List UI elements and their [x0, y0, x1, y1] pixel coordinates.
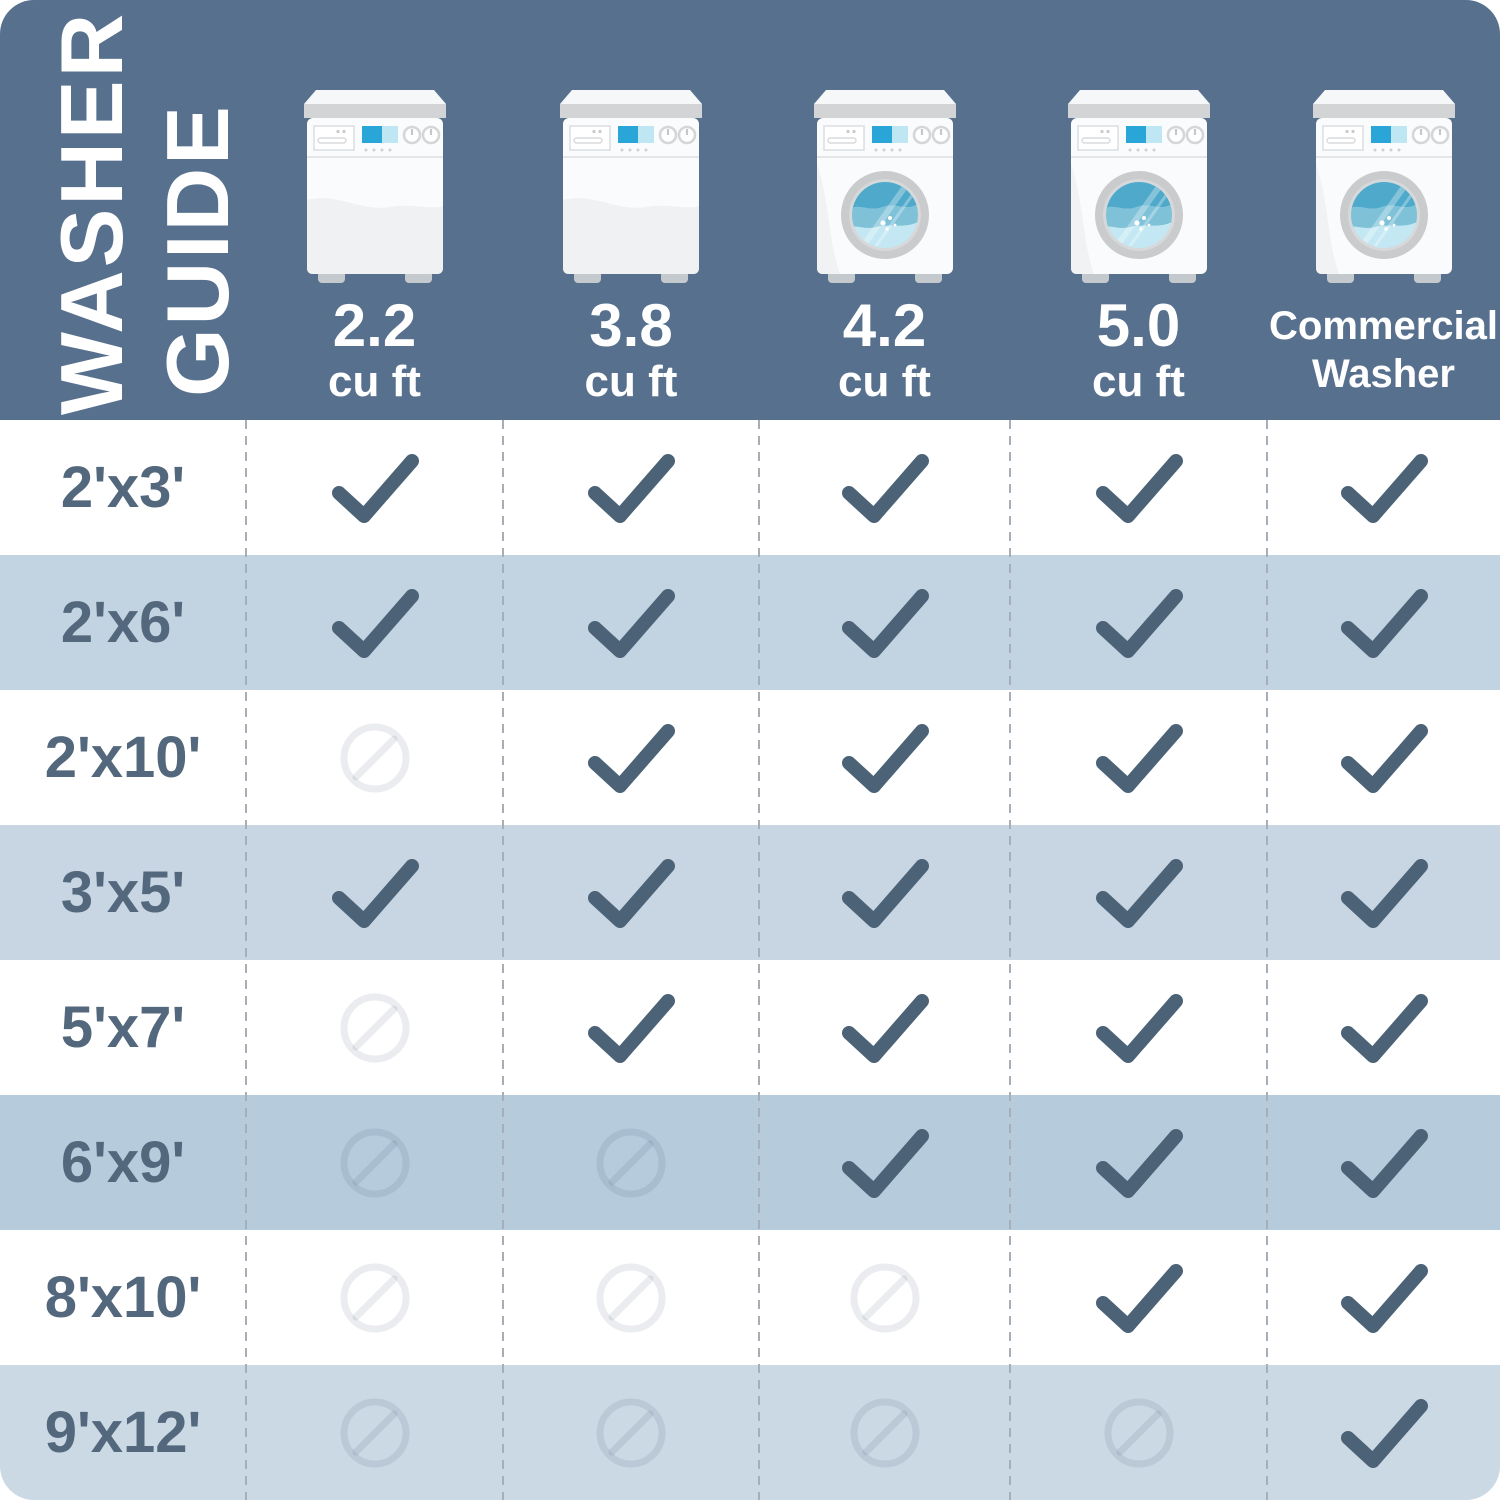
table-row-3x5: [0, 825, 1500, 960]
table-cell: [1267, 960, 1500, 1095]
no-icon: [591, 1123, 671, 1203]
table-cell: [246, 960, 503, 1095]
check-icon: [581, 448, 681, 528]
check-icon: [835, 853, 935, 933]
column-header-3-8: [503, 0, 759, 420]
washer-icon-slot: [1309, 80, 1459, 286]
row-label: 2'x10': [44, 725, 202, 790]
column-header-commercial: [1267, 0, 1500, 420]
top-load-washer-icon: [300, 80, 450, 286]
table-cell: [246, 1095, 503, 1230]
table-cell: [503, 1095, 759, 1230]
washer-icon-slot: [556, 80, 706, 286]
capacity-value: Commercial: [1269, 304, 1498, 348]
check-icon: [1089, 718, 1189, 798]
header: [0, 0, 1500, 420]
table-row-2x10: [0, 690, 1500, 825]
no-icon: [335, 988, 415, 1068]
table-cell: [503, 1230, 759, 1365]
column-header-4-2: [759, 0, 1010, 420]
page-title-line2: GUIDE: [148, 103, 247, 397]
table-cell: [1267, 1095, 1500, 1230]
column-separator: [1266, 420, 1268, 1500]
table-cell: [1010, 1365, 1267, 1500]
no-icon: [845, 1258, 925, 1338]
check-icon: [581, 583, 681, 663]
table-cell: [759, 1095, 1010, 1230]
washer-icon-slot: [1064, 80, 1214, 286]
table-cell: [246, 690, 503, 825]
table-cell: [1010, 960, 1267, 1095]
washer-icon-slot: [810, 80, 960, 286]
column-header-2-2: [246, 0, 503, 420]
check-icon: [1089, 1123, 1189, 1203]
column-separator: [502, 420, 504, 1500]
table-cell: [246, 1230, 503, 1365]
table-cell: [1267, 1365, 1500, 1500]
row-label: 2'x3': [60, 455, 186, 520]
column-separator: [1009, 420, 1011, 1500]
capacity-value: 5.0: [1096, 292, 1181, 359]
table-cell: [759, 420, 1010, 555]
table-cell: [1010, 1095, 1267, 1230]
table-cell: [503, 555, 759, 690]
front-load-washer-icon: [810, 80, 960, 286]
check-icon: [325, 448, 425, 528]
column-separator: [245, 420, 247, 1500]
check-icon: [835, 1123, 935, 1203]
check-icon: [1334, 1123, 1434, 1203]
table-row-9x12: [0, 1365, 1500, 1500]
check-icon: [581, 718, 681, 798]
table-cell: [759, 690, 1010, 825]
table-cell: [759, 825, 1010, 960]
check-icon: [581, 988, 681, 1068]
check-icon: [1334, 448, 1434, 528]
capacity-unit: cu ft: [838, 357, 931, 406]
row-label: 3'x5': [60, 860, 186, 925]
capacity-value: 3.8: [589, 292, 673, 359]
front-load-washer-icon: [1309, 80, 1459, 286]
row-label: 5'x7': [60, 995, 186, 1060]
table-cell: [1267, 690, 1500, 825]
capacity-unit: cu ft: [328, 357, 421, 406]
capacity-value: 4.2: [842, 292, 927, 359]
table-cell: [1267, 420, 1500, 555]
check-icon: [835, 718, 935, 798]
column-header-5-0: [1010, 0, 1267, 420]
no-icon: [591, 1393, 671, 1473]
check-icon: [1334, 1258, 1434, 1338]
no-icon: [845, 1393, 925, 1473]
check-icon: [1089, 853, 1189, 933]
table-cell: [759, 1230, 1010, 1365]
table-cell: [1010, 555, 1267, 690]
capacity-unit: cu ft: [1092, 357, 1185, 406]
no-icon: [335, 1258, 415, 1338]
table-cell: [759, 555, 1010, 690]
capacity-unit: Washer: [1311, 352, 1455, 396]
check-icon: [835, 583, 935, 663]
row-label: 9'x12': [44, 1400, 202, 1465]
table-cell: [1010, 825, 1267, 960]
no-icon: [335, 1123, 415, 1203]
row-label: 2'x6': [60, 590, 186, 655]
check-icon: [1334, 988, 1434, 1068]
check-icon: [325, 853, 425, 933]
row-label: 8'x10': [44, 1265, 202, 1330]
table-cell: [1010, 1230, 1267, 1365]
table-row-6x9: [0, 1095, 1500, 1230]
no-icon: [335, 718, 415, 798]
check-icon: [1334, 1393, 1434, 1473]
table-cell: [246, 1365, 503, 1500]
table-cell: [503, 420, 759, 555]
table-cell: [503, 1365, 759, 1500]
table-cell: [1010, 690, 1267, 825]
check-icon: [581, 853, 681, 933]
table-row-5x7: [0, 960, 1500, 1095]
table-cell: [759, 1365, 1010, 1500]
compatibility-table: [0, 420, 1500, 1500]
table-cell: [1010, 420, 1267, 555]
washer-icon-slot: [300, 80, 450, 286]
check-icon: [1334, 718, 1434, 798]
table-row-8x10: [0, 1230, 1500, 1365]
row-label: 6'x9': [60, 1130, 186, 1195]
column-separator: [758, 420, 760, 1500]
table-cell: [246, 555, 503, 690]
check-icon: [1089, 448, 1189, 528]
table-row-2x6: [0, 555, 1500, 690]
check-icon: [1334, 853, 1434, 933]
check-icon: [1089, 988, 1189, 1068]
no-icon: [335, 1393, 415, 1473]
check-icon: [1089, 583, 1189, 663]
top-load-washer-icon: [556, 80, 706, 286]
table-cell: [1267, 555, 1500, 690]
table-cell: [1267, 825, 1500, 960]
check-icon: [835, 448, 935, 528]
check-icon: [1089, 1258, 1189, 1338]
no-icon: [591, 1258, 671, 1338]
table-cell: [503, 825, 759, 960]
table-cell: [246, 825, 503, 960]
table-cell: [1267, 1230, 1500, 1365]
no-icon: [1099, 1393, 1179, 1473]
capacity-value: 2.2: [332, 292, 417, 359]
table-row-2x3: [0, 420, 1500, 555]
capacity-unit: cu ft: [584, 357, 678, 406]
table-cell: [246, 420, 503, 555]
front-load-washer-icon: [1064, 80, 1214, 286]
table-cell: [503, 690, 759, 825]
check-icon: [1334, 583, 1434, 663]
table-cell: [759, 960, 1010, 1095]
page-title-line1: WASHER: [42, 10, 141, 416]
check-icon: [325, 583, 425, 663]
check-icon: [835, 988, 935, 1068]
table-cell: [503, 960, 759, 1095]
